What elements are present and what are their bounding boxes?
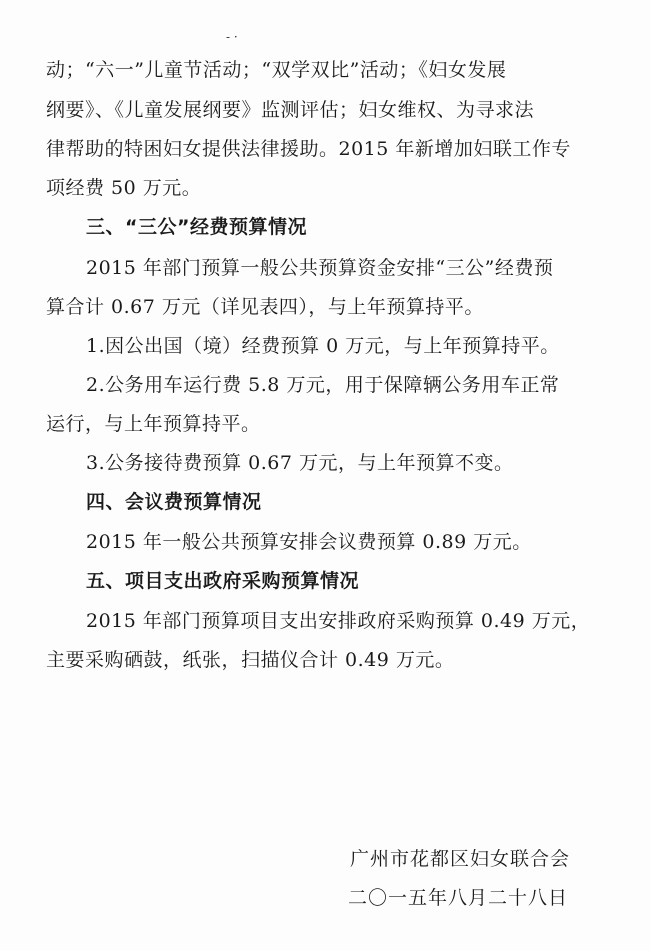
paragraph-line: 算合计 0.67 万元（详见表四），与上年预算持平。 bbox=[46, 296, 484, 318]
signature-organization: 广州市花都区妇女联合会 bbox=[350, 848, 571, 870]
paragraph-line: 3.公务接待费预算 0.67 万元，与上年预算不变。 bbox=[86, 452, 514, 474]
paragraph-line: 动；“六一”儿童节活动；“双学双比”活动；《妇女发展 bbox=[46, 59, 507, 81]
section-heading-meeting: 四、会议费预算情况 bbox=[86, 491, 262, 513]
paragraph-line: 律帮助的特困妇女提供法律援助。2015 年新增加妇联工作专 bbox=[46, 138, 571, 160]
paragraph-line: 2015 年部门预算一般公共预算资金安排“三公”经费预 bbox=[86, 257, 554, 279]
paragraph-line: 运行，与上年预算持平。 bbox=[46, 413, 261, 435]
signature-date: 二〇一五年八月二十八日 bbox=[348, 887, 569, 909]
section-heading-procurement: 五、项目支出政府采购预算情况 bbox=[86, 570, 360, 592]
paragraph-line: 主要采购硒鼓，纸张，扫描仪合计 0.49 万元。 bbox=[46, 649, 455, 671]
paragraph-line: 2.公务用车运行费 5.8 万元，用于保障辆公务用车正常 bbox=[86, 374, 560, 396]
section-heading-three-public: 三、“三公”经费预算情况 bbox=[86, 216, 307, 238]
scan-mark: - · bbox=[226, 30, 238, 44]
paragraph-line: 项经费 50 万元。 bbox=[46, 177, 202, 199]
paragraph-line: 1.因公出国（境）经费预算 0 万元，与上年预算持平。 bbox=[86, 335, 560, 357]
paragraph-line: 2015 年一般公共预算安排会议费预算 0.89 万元。 bbox=[86, 531, 532, 553]
paragraph-line: 2015 年部门预算项目支出安排政府采购预算 0.49 万元， bbox=[86, 610, 591, 632]
paragraph-line: 纲要》、《儿童发展纲要》监测评估；妇女维权、为寻求法 bbox=[46, 99, 535, 121]
